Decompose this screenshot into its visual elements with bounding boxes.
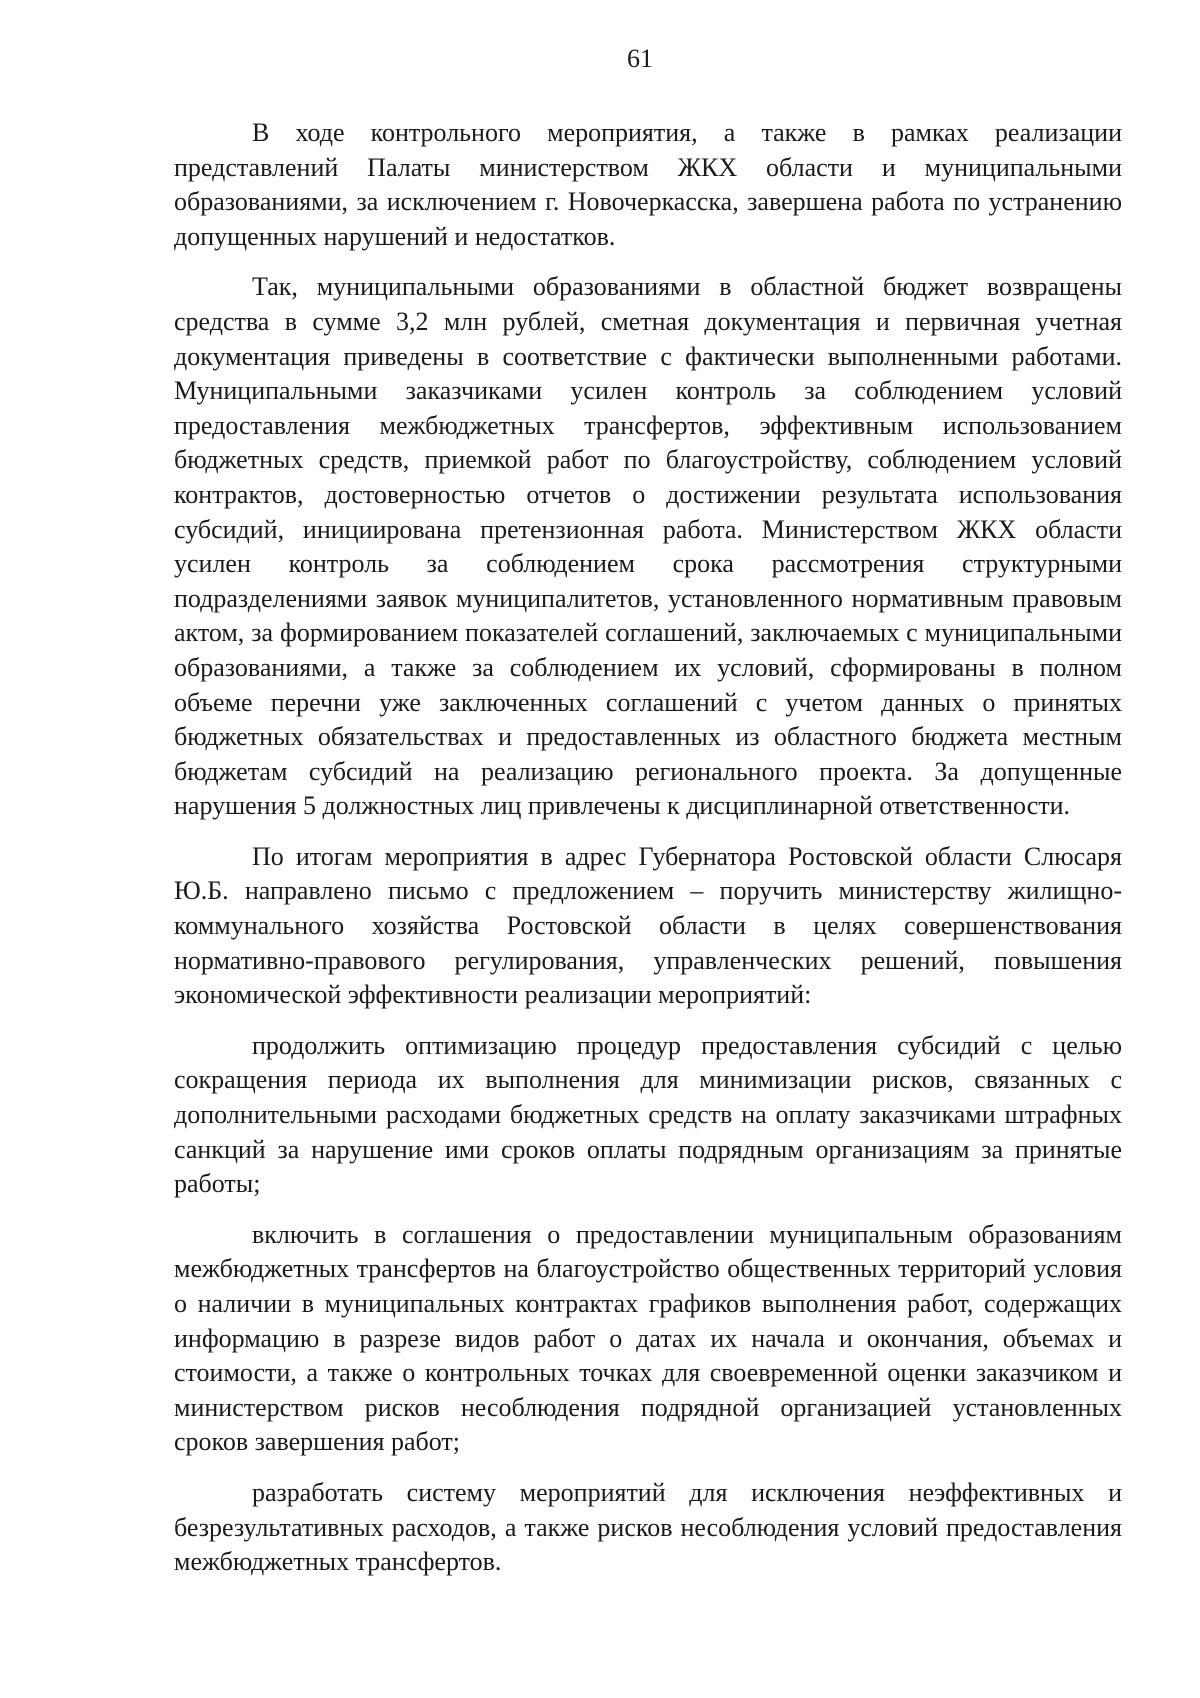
paragraph-letter-to-governor: По итогам мероприятия в адрес Губернатора Ростовской области Слюсаря Ю.Б. направлено письмо с предложением – поручить министерству жилищно-коммунального хозяйства Ростовской области в целях совершенствования нормативно-правового регулирования, управленческих решений, повышения экономической эффективности реализации мероприятий:	[174, 841, 1122, 1010]
paragraph-remediation-details: Так, муниципальными образованиями в областной бюджет возвращены средства в сумме 3,2 млн рублей, сметная документация и первичная учетная документация приведены в соответствие с фактически выполненными работами. Муниципальными заказчиками усилен контроль за соблюдением условий предоставления межбюджетных трансфертов, эффективным использованием бюджетных средств, приемкой работ по благоустройству, соблюдением условий контрактов, достоверностью отчетов о достижении результата использования субсидий, инициирована претензионная работа. Министерством ЖКХ области усилен контроль за соблюдением срока рассмотрения структурными подразделениями заявок муниципалитетов, установленного нормативным правовым актом, за формированием показателей соглашений, заключаемых с муниципальными образованиями, а также за соблюдением их условий, сформированы в полном объеме перечни уже заключенных соглашений с учетом данных о принятых бюджетных обязательствах и предоставленных из областного бюджета местным бюджетам субсидий на реализацию регионального проекта. За допущенные нарушения 5 должностных лиц привлечены к дисциплинарной ответственности.	[174, 272, 1122, 821]
paragraph-proposal-develop-system: разработать систему мероприятий для исключения неэффективных и безрезультативных расходов, а также рисков несоблюдения условий предоставления межбюджетных трансфертов.	[174, 1477, 1122, 1577]
paragraph-proposal-include-schedules: включить в соглашения о предоставлении муниципальным образованиям межбюджетных трансфертов на благоустройство общественных территорий условия о наличии в муниципальных контрактах графиков выполнения работ, содержащих информацию в разрезе видов работ о датах их начала и окончания, объемах и стоимости, а также о контрольных точках для своевременной оценки заказчиком и министерством рисков несоблюдения подрядной организацией установленных сроков завершения работ;	[174, 1219, 1122, 1457]
document-body	[174, 116, 1122, 1596]
paragraph-proposal-optimize-subsidies: продолжить оптимизацию процедур предоставления субсидий с целью сокращения периода их выполнения для минимизации рисков, связанных с дополнительными расходами бюджетных средств на оплату заказчиками штрафных санкций за нарушение ими сроков оплаты подрядным организациям за принятые работы;	[174, 1030, 1122, 1199]
paragraph-remediation-summary: В ходе контрольного мероприятия, а также в рамках реализации представлений Палаты министерством ЖКХ области и муниципальными образованиями, за исключением г. Новочеркасска, завершена работа по устранению допущенных нарушений и недостатков.	[174, 118, 1122, 251]
page-number: 61	[627, 44, 653, 73]
